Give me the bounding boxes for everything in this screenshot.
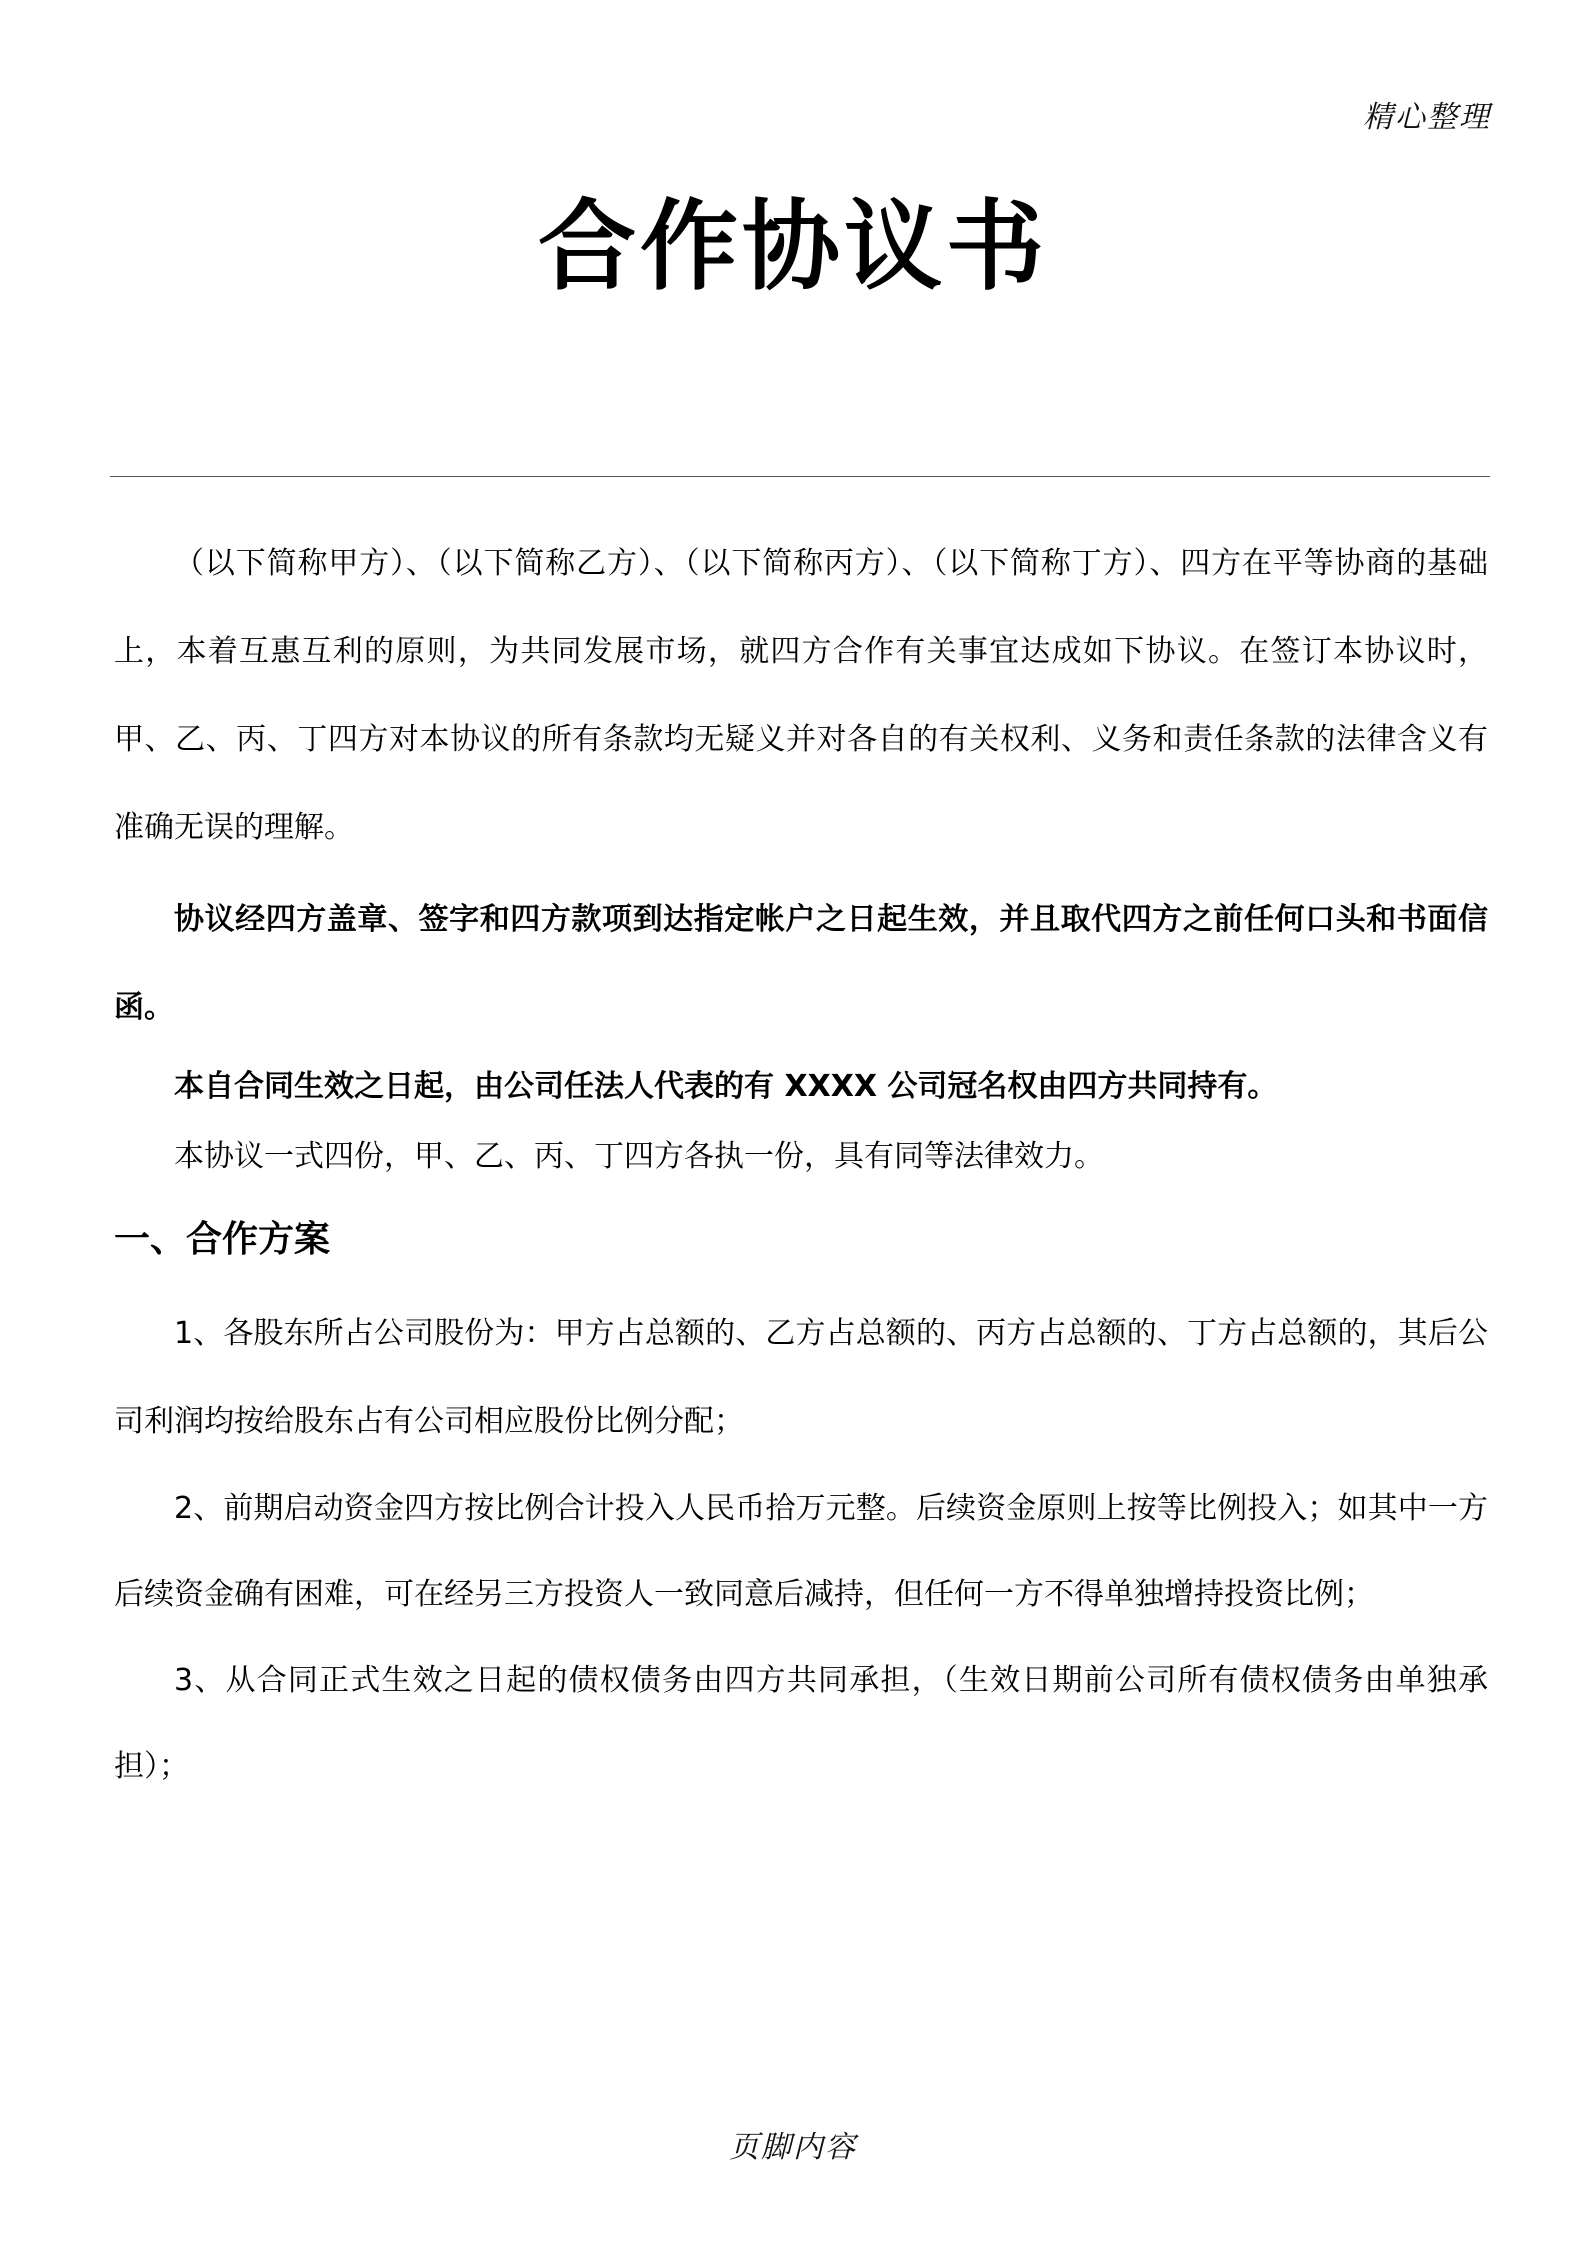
- section-heading-cooperation-plan: 一、合作方案: [114, 1219, 331, 1260]
- list-item: 2、前期启动资金四方按比例合计投入人民币拾万元整。后续资金原则上按等比例投入；如其中一方后续资金确有困难，可在经另三方投资人一致同意后减持，但任何一方不得单独增持投资比例；: [114, 1491, 1488, 1612]
- title-divider: [110, 476, 1490, 477]
- footer-mark: 页脚内容: [729, 2130, 857, 2165]
- document-body: [114, 520, 1488, 1810]
- naming-rights-clause: 本自合同生效之日起，由公司任法人代表的有 XXXX 公司冠名权由四方共同持有。: [174, 1069, 1278, 1104]
- list-item: 1、各股东所占公司股份为：甲方占总额的、乙方占总额的、丙方占总额的、丁方占总额的，其后公司利润均按给股东占有公司相应股份比例分配；: [114, 1316, 1488, 1439]
- list-item: 3、从合同正式生效之日起的债权债务由四方共同承担，（生效日期前公司所有债权债务由单独承担）；: [114, 1663, 1488, 1784]
- document-title: 合作协议书: [537, 190, 1048, 304]
- header-mark: 精心整理: [1363, 100, 1491, 135]
- intro-paragraph: （以下简称甲方）、（以下简称乙方）、（以下简称丙方）、（以下简称丁方）、四方在平等协商的基础上，本着互惠互利的原则，为共同发展市场，就四方合作有关事宜达成如下协议。在签订本协议时，甲、乙、丙、丁四方对本协议的所有条款均无疑义并对各自的有关权利、义务和责任条款的法律含义有准确无误的理解。: [114, 546, 1488, 845]
- copies-clause: 本协议一式四份，甲、乙、丙、丁四方各执一份，具有同等法律效力。: [174, 1139, 1104, 1174]
- effective-clause: 协议经四方盖章、签字和四方款项到达指定帐户之日起生效，并且取代四方之前任何口头和书面信函。: [114, 902, 1488, 1025]
